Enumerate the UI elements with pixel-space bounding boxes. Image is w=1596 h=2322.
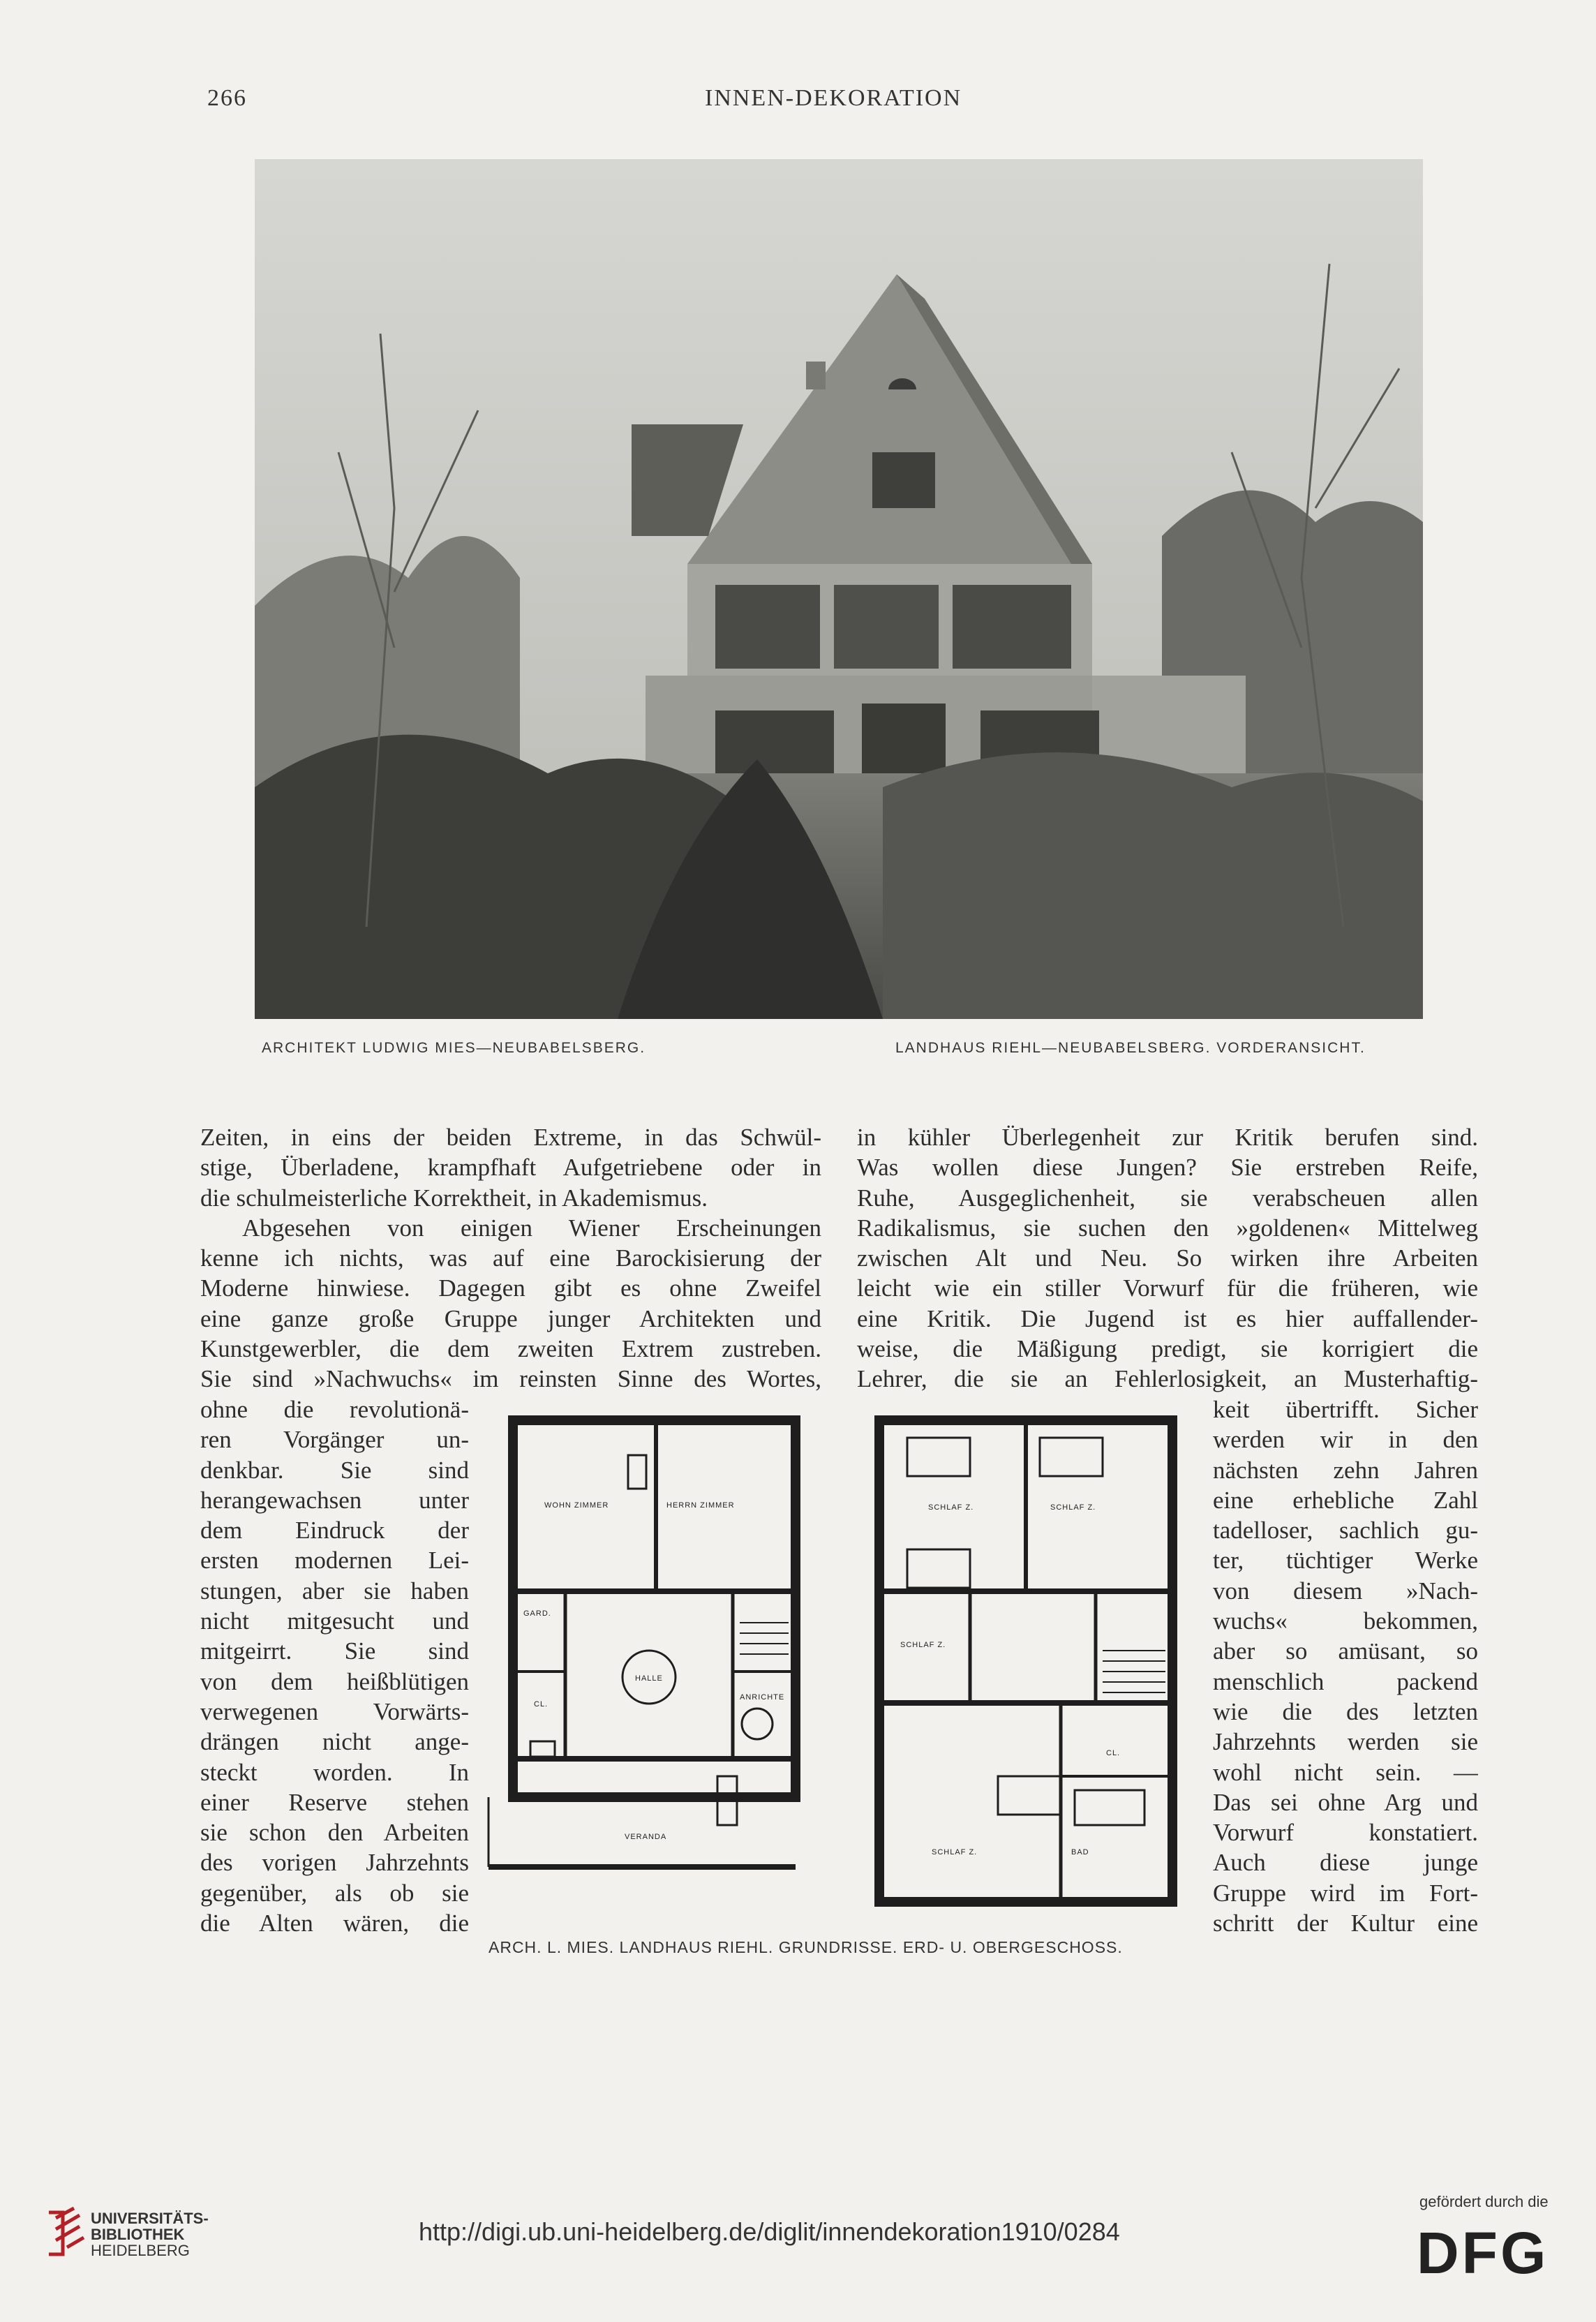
right-column-upper <box>857 1122 1478 1394</box>
room-label-anrichte: ANRICHTE <box>740 1693 785 1702</box>
text-line: herangewachsen unter <box>200 1486 469 1514</box>
text-line: Lehrer, die sie an Fehlerlosigkeit, an Musterhaftig- <box>857 1365 1478 1393</box>
text-line: ter, tüchtiger Werke <box>1213 1547 1478 1575</box>
library-name-line-2: BIBLIOTHEK <box>91 2226 185 2243</box>
room-label-schlaf-3: SCHLAF Z. <box>900 1641 946 1649</box>
left-column-upper <box>200 1122 821 1394</box>
text-line: Vorwurf konstatiert. <box>1213 1819 1478 1847</box>
house-photo-illustration <box>255 159 1423 1019</box>
text-line: gegenüber, als ob sie <box>200 1879 469 1907</box>
text-line: einer Reserve stehen <box>200 1788 469 1816</box>
text-line: weise, die Mäßigung predigt, sie korrigiert die <box>857 1335 1478 1363</box>
library-name-line-3: HEIDELBERG <box>91 2242 190 2259</box>
text-line: Radikalismus, sie suchen den »goldenen« Mittelweg <box>857 1214 1478 1242</box>
room-label-gard: GARD. <box>523 1609 551 1618</box>
text-line: Sie sind »Nachwuchs« im reinsten Sinne des Wortes, <box>200 1365 821 1393</box>
floor-plan-drawing <box>482 1413 1197 1923</box>
text-line: aber so amüsant, so <box>1213 1637 1478 1665</box>
text-line: steckt worden. In <box>200 1758 469 1786</box>
text-line: stungen, aber sie haben <box>200 1577 469 1605</box>
library-name-line-1: UNIVERSITÄTS- <box>91 2210 209 2227</box>
text-line: denkbar. Sie sind <box>200 1456 469 1484</box>
room-label-wohn: WOHN ZIMMER <box>544 1501 609 1510</box>
text-line: Moderne hinwiese. Dagegen gibt es ohne Zweifel <box>200 1274 821 1302</box>
text-line: tadelloser, sachlich gu- <box>1213 1517 1478 1545</box>
text-line: Gruppe wird im Fort- <box>1213 1879 1478 1907</box>
text-line: Abgesehen von einigen Wiener Erscheinungen <box>242 1214 821 1242</box>
text-line: werden wir in den <box>1213 1426 1478 1454</box>
room-label-schlaf-4: SCHLAF Z. <box>932 1848 978 1856</box>
text-line: eine Kritik. Die Jugend ist es hier auffallender- <box>857 1304 1478 1332</box>
library-logo-icon <box>43 2205 85 2260</box>
room-label-bad: BAD <box>1071 1848 1089 1856</box>
document-url-link[interactable]: http://digi.ub.uni-heidelberg.de/diglit/innendekoration1910/0284 <box>419 2217 1120 2246</box>
text-line: von dem heißblütigen <box>200 1667 469 1695</box>
text-line: die schulmeisterliche Korrektheit, in Akademismus. <box>200 1184 708 1212</box>
text-line: keit übertrifft. Sicher <box>1213 1396 1478 1423</box>
text-line: Zeiten, in eins der beiden Extreme, in das Schwül- <box>200 1124 821 1151</box>
room-label-cl-ground: CL. <box>534 1700 549 1709</box>
text-line: die Alten wären, die <box>200 1910 469 1937</box>
house-photograph <box>255 159 1423 1019</box>
text-line: Auch diese junge <box>1213 1849 1478 1877</box>
text-line: Ruhe, Ausgeglichenheit, sie verabscheuen allen <box>857 1184 1478 1212</box>
text-line: eine ganze große Gruppe junger Architekten und <box>200 1304 821 1332</box>
text-line: Kunstgewerbler, die dem zweiten Extrem zustreben. <box>200 1335 821 1363</box>
room-label-cl-upper: CL. <box>1106 1749 1121 1757</box>
text-line: ohne die revolutionä- <box>200 1396 469 1423</box>
photo-caption-right: LANDHAUS RIEHL—NEUBABELSBERG. VORDERANSICHT. <box>895 1040 1366 1056</box>
text-line: verwegenen Vorwärts- <box>200 1697 469 1725</box>
text-line: Jahrzehnts werden sie <box>1213 1728 1478 1756</box>
text-line: Das sei ohne Arg und <box>1213 1788 1478 1816</box>
room-label-halle: HALLE <box>635 1674 663 1683</box>
running-title: INNEN-DEKORATION <box>705 85 962 111</box>
text-line: ersten modernen Lei- <box>200 1547 469 1575</box>
text-line: Was wollen diese Jungen? Sie erstreben Reife, <box>857 1154 1478 1182</box>
text-line: kenne ich nichts, was auf eine Barockisierung der <box>200 1244 821 1272</box>
room-label-schlaf-1: SCHLAF Z. <box>928 1503 974 1512</box>
text-line: von diesem »Nach- <box>1213 1577 1478 1605</box>
floor-plans <box>482 1413 1197 1923</box>
text-line: dem Eindruck der <box>200 1517 469 1545</box>
photo-caption-left: ARCHITEKT LUDWIG MIES—NEUBABELSBERG. <box>262 1040 646 1056</box>
text-line: eine erhebliche Zahl <box>1213 1486 1478 1514</box>
left-column-lower <box>200 1394 469 1938</box>
text-line: leicht wie ein stiller Vorwurf für die früheren, wie <box>857 1274 1478 1302</box>
room-label-veranda: VERANDA <box>625 1833 667 1841</box>
floorplan-caption: ARCH. L. MIES. LANDHAUS RIEHL. GRUNDRISSE. ERD- U. OBERGESCHOSS. <box>489 1938 1123 1956</box>
text-line: zwischen Alt und Neu. So wirken ihre Arbeiten <box>857 1244 1478 1272</box>
text-line: stige, Überladene, krampfhaft Aufgetriebene oder in <box>200 1154 821 1182</box>
text-line: ren Vorgänger un- <box>200 1426 469 1454</box>
text-line: nicht mitgesucht und <box>200 1607 469 1635</box>
funder-text: gefördert durch die <box>1419 2193 1549 2210</box>
library-name <box>91 2210 209 2258</box>
room-label-schlaf-2: SCHLAF Z. <box>1050 1503 1096 1512</box>
text-line: nächsten zehn Jahren <box>1213 1456 1478 1484</box>
room-label-herren: HERRN ZIMMER <box>666 1501 735 1510</box>
text-line: in kühler Überlegenheit zur Kritik berufen sind. <box>857 1124 1478 1151</box>
text-line: mitgeirrt. Sie sind <box>200 1637 469 1665</box>
page-number: 266 <box>207 85 247 111</box>
text-line: wuchs« bekommen, <box>1213 1607 1478 1635</box>
text-line: sie schon den Arbeiten <box>200 1819 469 1847</box>
text-line: wie die des letzten <box>1213 1697 1478 1725</box>
text-line: menschlich packend <box>1213 1667 1478 1695</box>
right-column-lower <box>1213 1394 1478 1938</box>
dfg-logo: DFG <box>1417 2220 1549 2286</box>
text-line: drängen nicht ange- <box>200 1728 469 1756</box>
text-line: wohl nicht sein. — <box>1213 1758 1478 1786</box>
text-line: schritt der Kultur eine <box>1213 1910 1478 1937</box>
text-line: des vorigen Jahrzehnts <box>200 1849 469 1877</box>
